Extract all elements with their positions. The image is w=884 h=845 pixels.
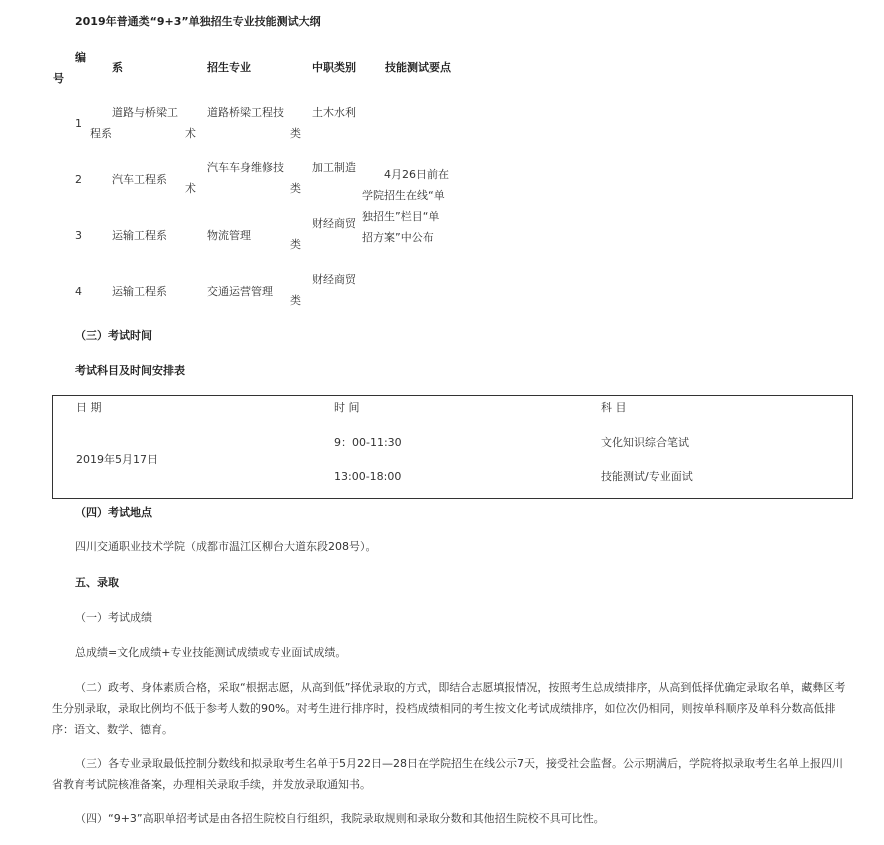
row-category-line1: 加工制造 (312, 161, 356, 174)
page-title: 2019年普通类“9+3”单独招生专业技能测试大纲 (75, 15, 321, 28)
schedule-col-date: 日 期 (76, 401, 102, 414)
section-exam-location-title: （四）考试地点 (75, 506, 152, 519)
row-dept-line2: 程系 (90, 127, 112, 140)
row-number: 2 (75, 173, 82, 186)
row-major-line2: 术 (185, 182, 196, 195)
row-dept-line1: 运输工程系 (112, 229, 167, 242)
row-dept-line1: 道路与桥梁工 (112, 106, 178, 119)
key-points-line: 4月26日前在 (384, 168, 449, 181)
row-major-line1: 物流管理 (207, 229, 251, 242)
section-exam-time-title: （三）考试时间 (75, 329, 152, 342)
row-dept-line1: 汽车工程系 (112, 173, 167, 186)
admission-paragraph-3: （三）各专业录取最低控制分数线和拟录取考生名单于5月22日—28日在学院招生在线公示7天，接受社会监督。公示期满后，学院将拟录取考生名单上报四川省教育考试院核准备案，办理相关录取手续，并发放录取通知书。 (52, 757, 843, 791)
row-major-line1: 交通运营管理 (207, 285, 273, 298)
schedule-col-subject: 科 目 (601, 401, 627, 414)
header-no-part2: 号 (53, 72, 64, 85)
row-category-line1: 财经商贸 (312, 273, 356, 286)
row-number: 3 (75, 229, 82, 242)
schedule-time: 13:00-18:00 (334, 470, 402, 483)
row-major-line1: 道路桥梁工程技 (207, 106, 284, 119)
schedule-col-time: 时 间 (334, 401, 360, 414)
header-category: 中职类别 (312, 61, 356, 74)
row-category-line1: 土木水利 (312, 106, 356, 119)
schedule-date: 2019年5月17日 (76, 453, 158, 466)
section-admission-title: 五、录取 (75, 576, 119, 589)
exam-address: 四川交通职业技术学院（成都市温江区柳台大道东段208号）。 (75, 540, 377, 553)
row-category-line2: 类 (290, 238, 301, 251)
key-points-line: 招方案”中公布 (362, 231, 434, 244)
row-category-line1: 财经商贸 (312, 217, 356, 230)
row-category-line2: 类 (290, 294, 301, 307)
header-no-part1: 编 (75, 51, 86, 64)
row-number: 4 (75, 285, 82, 298)
row-major-line2: 术 (185, 127, 196, 140)
schedule-title: 考试科目及时间安排表 (75, 364, 185, 377)
schedule-time: 9：00-11:30 (334, 436, 402, 449)
header-major: 招生专业 (207, 61, 251, 74)
admission-paragraph-4: （四）“9+3”高职单招考试是由各招生院校自行组织，我院录取规则和录取分数和其他招生院校不具可比性。 (75, 812, 605, 825)
row-category-line2: 类 (290, 182, 301, 195)
schedule-subject: 文化知识综合笔试 (601, 436, 689, 449)
schedule-subject: 技能测试/专业面试 (601, 470, 693, 483)
row-major-line1: 汽车车身维修技 (207, 161, 284, 174)
header-key-points: 技能测试要点 (385, 61, 451, 74)
header-dept: 系 (112, 61, 123, 74)
admission-paragraph-2: （二）政考、身体素质合格，采取“根据志愿，从高到低”择优录取的方式，即结合志愿填报情况，按照考生总成绩排序，从高到低择优确定录取名单，藏彝区考生分别录取，录取比例均不低于参考人数的90%。对考生进行排序时，投档成绩相同的考生按文化考试成绩排序，如位次仍相同，则按单科顺序及单科分数高低排序：语文、数学、德育。 (52, 681, 846, 736)
exam-score-subtitle: （一）考试成绩 (75, 611, 152, 624)
key-points-line: 独招生”栏目“单 (362, 210, 440, 223)
schedule-table (52, 395, 853, 499)
row-category-line2: 类 (290, 127, 301, 140)
key-points-line: 学院招生在线“单 (362, 189, 445, 202)
row-dept-line1: 运输工程系 (112, 285, 167, 298)
score-formula: 总成绩=文化成绩+专业技能测试成绩或专业面试成绩。 (75, 646, 347, 659)
row-number: 1 (75, 117, 82, 130)
